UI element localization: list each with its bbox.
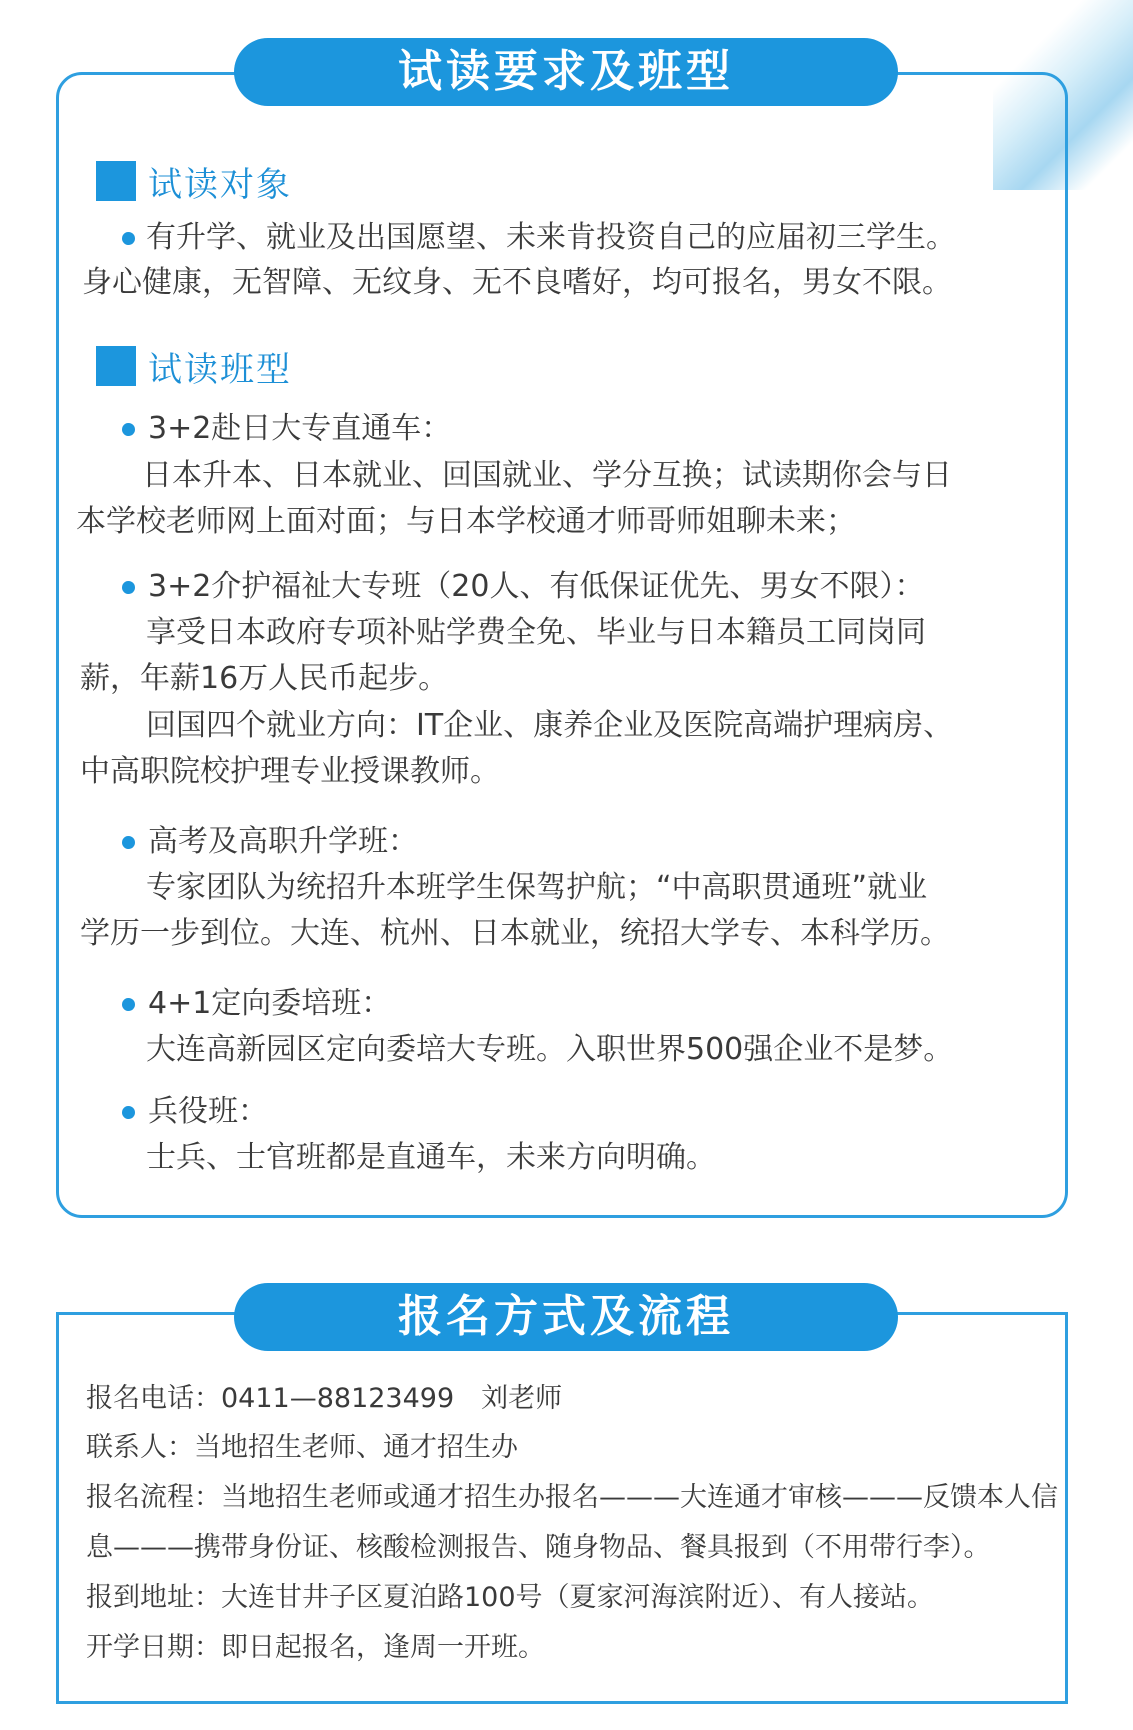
bullet-icon xyxy=(122,998,135,1011)
class-line: 本学校老师网上面对面；与日本学校通才师哥师姐聊未来； xyxy=(76,504,856,539)
requirements-banner: 试读要求及班型 xyxy=(234,38,898,106)
class-title: 兵役班： xyxy=(148,1094,268,1129)
class-title: 高考及高职升学班： xyxy=(148,824,418,859)
class-line: 专家团队为统招升本班学生保驾护航；“中高职贯通班”就业 xyxy=(146,870,928,905)
class-title: 3+2赴日大专直通车： xyxy=(148,411,452,446)
registration-process: 报名流程：当地招生老师或通才招生办报名———大连通才审核———反馈本人信 xyxy=(86,1482,1058,1513)
bullet-icon xyxy=(122,423,135,436)
registration-contact: 联系人：当地招生老师、通才招生办 xyxy=(86,1432,518,1463)
bullet-icon xyxy=(122,1106,135,1119)
registration-process-cont: 息———携带身份证、核酸检测报告、随身物品、餐具报到（不用带行李）。 xyxy=(86,1532,991,1563)
target-line-1: 有升学、就业及出国愿望、未来肯投资自己的应届初三学生。 xyxy=(146,220,956,255)
registration-banner: 报名方式及流程 xyxy=(234,1283,898,1351)
classes-heading-label: 试读班型 xyxy=(148,349,292,390)
class-title: 3+2介护福祉大专班（20人、有低保证优先、男女不限）： xyxy=(148,569,925,604)
class-line: 回国四个就业方向：IT企业、康养企业及医院高端护理病房、 xyxy=(146,708,954,743)
target-line-2: 身心健康，无智障、无纹身、无不良嗜好，均可报名，男女不限。 xyxy=(82,265,952,300)
class-line: 大连高新园区定向委培大专班。入职世界500强企业不是梦。 xyxy=(146,1032,954,1067)
registration-phone: 报名电话：0411—88123499 刘老师 xyxy=(86,1383,563,1414)
bullet-icon xyxy=(122,581,135,594)
class-line: 日本升本、日本就业、回国就业、学分互换；试读期你会与日 xyxy=(142,458,952,493)
bullet-icon xyxy=(122,836,135,849)
class-title: 4+1定向委培班： xyxy=(148,986,392,1021)
square-marker-icon xyxy=(96,161,136,201)
class-line: 中高职院校护理专业授课教师。 xyxy=(80,754,500,789)
bullet-icon xyxy=(122,232,135,245)
class-line: 享受日本政府专项补贴学费全免、毕业与日本籍员工同岗同 xyxy=(146,615,926,650)
class-line: 士兵、士官班都是直通车，未来方向明确。 xyxy=(146,1140,716,1175)
class-line: 薪，年薪16万人民币起步。 xyxy=(80,661,449,696)
registration-address: 报到地址：大连甘井子区夏泊路100号（夏家河海滨附近）、有人接站。 xyxy=(86,1582,935,1613)
square-marker-icon xyxy=(96,346,136,386)
target-heading xyxy=(96,160,292,205)
class-line: 学历一步到位。大连、杭州、日本就业，统招大学专、本科学历。 xyxy=(80,916,950,951)
target-heading-label: 试读对象 xyxy=(148,164,292,205)
classes-heading xyxy=(96,345,292,390)
registration-start-date: 开学日期：即日起报名，逢周一开班。 xyxy=(86,1632,545,1663)
